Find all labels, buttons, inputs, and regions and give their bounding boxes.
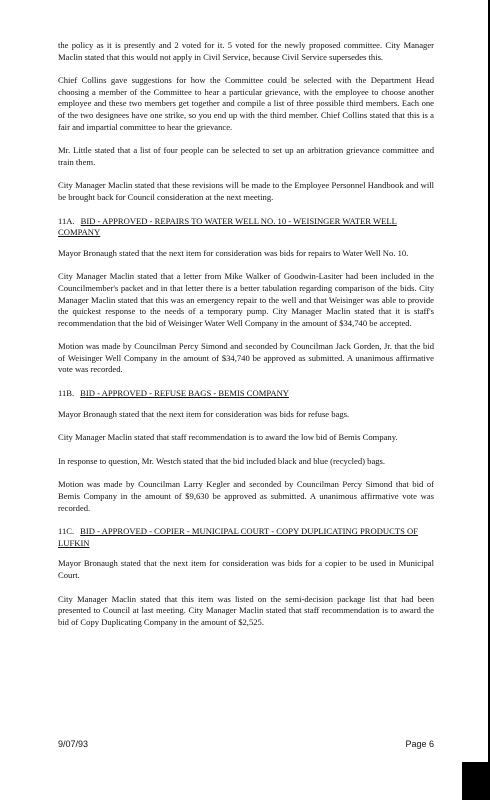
- paragraph: Motion was made by Councilman Larry Kegler and seconded by Councilman Percy Simond that bid of Bemis Company in the amount of $9,630 be approved as submitted. A unanimous affirmative vote was recorded.: [58, 479, 434, 513]
- footer-date: 9/07/93: [58, 739, 89, 749]
- paragraph: Mr. Little stated that a list of four people can be selected to set up an arbitration grievance committee and train them.: [58, 145, 434, 167]
- paragraph: City Manager Maclin stated that a letter from Mike Walker of Goodwin-Lasiter had been included in the Councilmember's packet and in that letter there is a better tabulation regarding comparison of the bids. City Manager Maclin stated that this was an emergency repair to the well and that Weisinger was able to provide the quickest response to the needs of a temporary pump. City Manager Maclin stated that it is staff's recommendation that the bid of Weisinger Water Well Company in the amount of $34,740 be accepted.: [58, 271, 434, 328]
- section-heading-11a: [58, 216, 434, 239]
- paragraph: Mayor Bronaugh stated that the next item for consideration was bids for repairs to Water Well No. 10.: [58, 247, 409, 258]
- section-title: BID - APPROVED - REFUSE BAGS - BEMIS COMPANY: [80, 388, 289, 399]
- paragraph: City Manager Maclin stated that staff recommendation is to award the low bid of Bemis Company.: [58, 432, 398, 443]
- paragraph: City Manager Maclin stated that these revisions will be made to the Employee Personnel Handbook and will be brought back for Council consideration at the next meeting.: [58, 180, 434, 202]
- section-number: 11B.: [58, 388, 75, 399]
- scan-corner: [462, 762, 490, 800]
- paragraph: In response to question, Mr. Westch stated that the bid included black and blue (recycled) bags.: [58, 455, 386, 466]
- paragraph: Mayor Bronaugh stated that the next item for consideration was bids for a copier to be used in Municipal Court.: [58, 558, 434, 580]
- section-title: BID - APPROVED - COPIER - MUNICIPAL COURT - COPY DUPLICATING PRODUCTS OF LUFKIN: [58, 526, 419, 548]
- paragraph: Mayor Bronaugh stated that the next item for consideration was bids for refuse bags.: [58, 408, 350, 419]
- section-heading-11b: [58, 388, 434, 400]
- section-title: BID - APPROVED - REPAIRS TO WATER WELL NO. 10 - WEISINGER WATER WELL COMPANY: [58, 215, 397, 238]
- minutes-page: [58, 40, 434, 640]
- page-number: Page 6: [405, 739, 434, 749]
- section-number: 11C.: [58, 526, 75, 537]
- section-number: 11A.: [58, 215, 75, 226]
- paragraph: Motion was made by Councilman Percy Simond and seconded by Councilman Jack Gorden, Jr. that the bid of Weisinger Well Company in the amount of $34,740 be approved as submitted. A unanimous affirmative vote was recorded.: [58, 341, 434, 375]
- paragraph: Chief Collins gave suggestions for how the Committee could be selected with the Department Head choosing a member of the Committee to hear a particular grievance, with the employee to choose another employee and these two members get together and compile a list of three possible third members. Each one of the two designees have one strike, so you end up with the third member. Chief Collins stated that this is a fair and impartial committee to hear the grievance.: [58, 75, 434, 132]
- page-footer: [58, 739, 434, 749]
- section-heading-11c: [58, 526, 434, 549]
- paragraph: City Manager Maclin stated that this item was listed on the semi-decision package list that had been presented to Council at last meeting. City Manager Maclin stated that staff recommendation is to award the bid of Copy Duplicating Company in the amount of $2,525.: [58, 593, 434, 627]
- paragraph: the policy as it is presently and 2 voted for it. 5 voted for the newly proposed committee. City Manager Maclin stated that this would not apply in Civil Service, because Civil Service supersedes this.: [58, 40, 434, 62]
